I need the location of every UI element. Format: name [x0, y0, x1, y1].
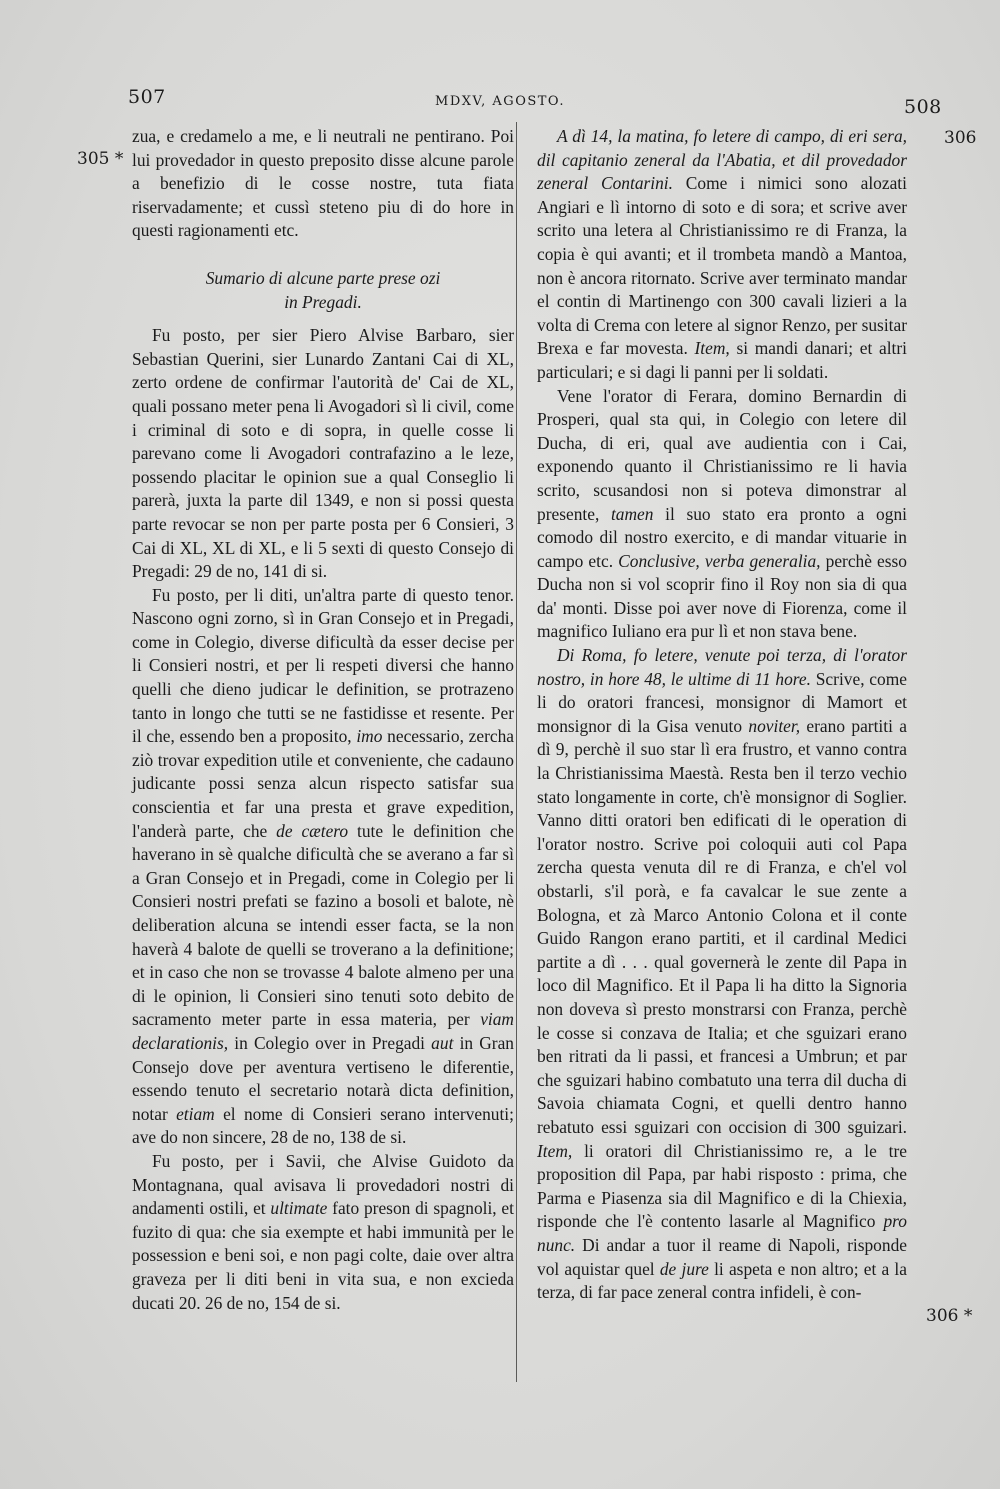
- page-number-right: 508: [904, 96, 942, 118]
- paragraph: Fu posto, per i Savii, che Alvise Guidoto da Montagnana, qual avisava li provedadori nostri di andamenti ostili, et ultimate fato preson di spagnoli, et fuzito di qua: che sia exempte et habi immunità per le possession e beni soi, e non pagi colte, daie over altra graveza per li diti beni in vita sua, e non excieda ducati 20. 26 de no, 154 de si.: [132, 1150, 514, 1313]
- paragraph: Fu posto, per li diti, un'altra parte di questo tenor. Nascono ogni zorno, sì in Gran Consejo et in Pregadi, come in Colegio, diverse dificultà da esser decise per li Consieri nostri, et per li respeti diversi che hanno quelli che dieno judicar le definition, se protrazeno tanto in longo che tutti se ne fastidisse et resente. Per il che, essendo ben a proposito, imo necessario, zercha ziò trovar expedition utile et conveniente, che cadauno judicante possi senza alcun rispecto satisfar sua conscientia et far una presta et grave expedition, l'anderà parte, che de cætero tute le definition che haverano in sè qualche dificultà che se averano a far sì a Gran Consejo et in Pregadi, come in Colegio per li Consieri nostri prefati se fazino a bosoli et balote, nè deliberation alcuna se intendi esser facta, se la non haverà 4 balote de quelli se troverano a la definitione; et in caso che non se trovasse 4 balote almeno per una di le opinion, li Consieri sino tenuti soto debito de sacramento meter parte in essa materia, per viam declarationis, in Colegio over in Pregadi aut in Gran Consejo dove per aventura vertiseno le diferentie, essendo tenuto el secretario notarà dicta definition, notar etiam el nome di Consieri serano intervenuti; ave do non sincere, 28 de no, 138 de si.: [132, 584, 514, 1148]
- column-divider: [516, 122, 517, 1382]
- paragraph: zua, e credamelo a me, e li neutrali ne pentirano. Poi lui provedador in questo preposito disse alcune parole a benefizio di le cosse nostre, tuta fiata riservadamente; et cussì steteno piu di do hore in questi ragionamenti etc.: [132, 126, 514, 241]
- paragraph: Vene l'orator di Ferara, domino Bernardin di Prosperi, qual sta qui, in Colegio con letere dil Ducha, di eri, qual ave audientia con i Cai, exponendo quanto il Christianissimo re li havia scrito, scusandosi non si poteva dimonstrar al presente, tamen il suo stato era pronto a ogni comodo dil nostro exercito, e di mandar vituarie in campo etc. Conclusive, verba generalia, perchè esso Ducha non si vol scoprir fino il Roy non sia di qua da' monti. Disse poi aver nove di Fiorenza, come il magnifico Iuliano era pur lì et non stava bene.: [537, 385, 907, 642]
- paragraph: Fu posto, per sier Piero Alvise Barbaro, sier Sebastian Querini, sier Lunardo Zantani Cai di XL, zerto ordene de confirmar l'autorità de' Cai de XL, quali possano meter pena li Avogadori sì li civil, come i criminal di soto e di sopra, in quelle cosse li parevano come li Avogadori contrafazino a le leze, possendo placitar le opinion sue a qual Conseglio li parerà, juxta la parte dil 1349, e non si possi questa parte revocar se non per parte posta per 6 Consieri, 3 Cai di XL, XL di XL, e li 5 sexti di questo Consejo di Pregadi: 29 de no, 141 di si.: [132, 325, 514, 582]
- paragraph: A dì 14, la matina, fo letere di campo, di eri sera, dil capitanio zeneral da l'Abatia, et dil provedador zeneral Contarini. Come i nimici sono alozati Angiari e lì intorno di soto e di sora; et scrive aver scrito una letera al Christianissimo re di Franza, la copia è qui avanti; et il trombeta mandò a Mantoa, non è ancora ritornato. Scrive aver terminato mandar el contin di Martinengo con 300 cavali lizieri a la volta di Crema con letere al signor Renzo, per susitar Brexa e far movesta. Item, si mandi danari; et altri particulari; e si dagi li panni per li soldati.: [537, 126, 907, 382]
- paragraph: Di Roma, fo letere, venute poi terza, di l'orator nostro, in hore 48, le ultime di 11 hore. Scrive, come li do oratori francesi, monsignor di Mamort et monsignor di la Gisa venuto noviter, erano partiti a dì 9, perchè il suo star lì era frustro, et vanno contra la Christianissima Maestà. Resta ben il terzo vechio stato longamente in corte, ch'è monsignor di Soglier. Vanno ditti oratori ben edificati di le operation di l'orator nostro. Scrive poi coloquii auti col Papa zercha questa venuta dil re di Franza, e ch'el vol obstarli, s'il porà, e fa cavalcar le sue zente a Bologna, et zà Marco Antonio Colona et il conte Guido Rangon erano partiti, et il cardinal Medici partite a dì . . . qual governerà le zente dil Papa in loco dil Magnifico. Et il Papa li ha ditto la Signoria non doveva sì presto monstrarsi con Franza, perchè le cosse si conzava de Italia; et che sguizari erano ben ritrati da li passi, et francesi a Umbrun; et par che sguizari habino combatuto una terra dil ducha di Savoia chiamata Cogni, et quelli dentro hanno rebatuto essi sguizari con occision di 300 sguizari. Item, li oratori dil Christianissimo re, a le tre proposition dil Papa, par habi risposto : prima, che Parma e Piasenza sia dil Magnifico e di la Chiexia, risponde che l'è contento lasarle al Magnifico pro nunc. Di andar a tuor il reame di Napoli, risponde vol aquistar quel de jure li aspeta e non altro; et a la terza, di far pace zeneral contra infideli, è con-: [537, 645, 907, 1303]
- section-heading-line-2: in Pregadi.: [284, 291, 362, 312]
- left-column: [132, 125, 514, 1315]
- section-heading: Sumario di alcune parte prese ozi: [205, 267, 441, 288]
- page-number-left: 507: [128, 86, 166, 108]
- right-column: [537, 125, 907, 1305]
- margin-note-right-top: 306: [944, 128, 977, 148]
- running-title: MDXV, AGOSTO.: [435, 94, 565, 109]
- margin-note-right-bottom: 306 *: [926, 1306, 973, 1326]
- margin-note-left: 305 *: [77, 149, 124, 169]
